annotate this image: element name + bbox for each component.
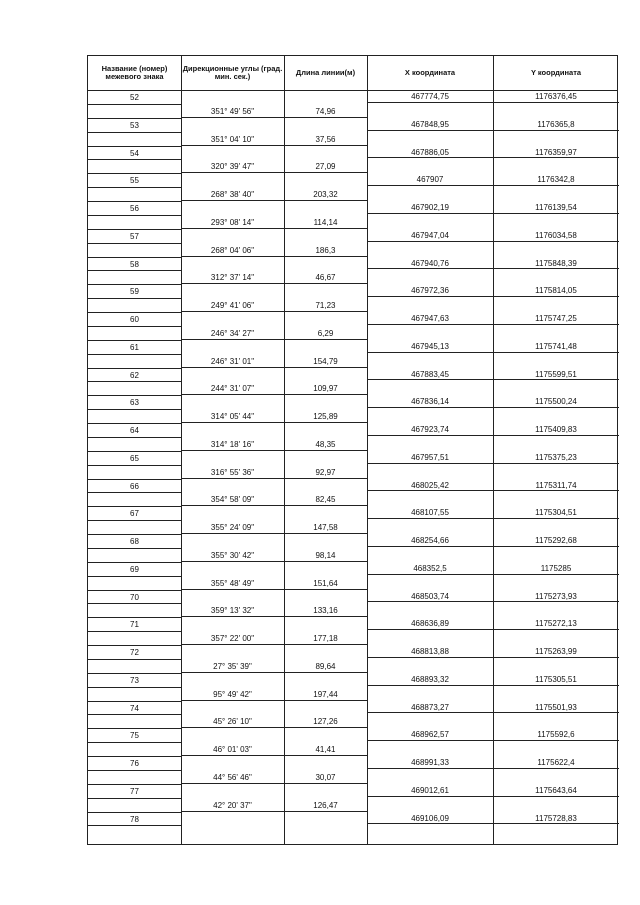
row-rule: [181, 755, 367, 756]
point-name: 59: [130, 287, 139, 297]
point-x: 467940,76: [411, 258, 449, 268]
column-divider: [367, 56, 368, 844]
point-y: 1175622,4: [537, 758, 575, 767]
row-rule: [88, 173, 181, 174]
point-name: 57: [130, 231, 139, 241]
segment-angle: 320° 39' 47": [210, 162, 255, 172]
point-name: 67: [130, 509, 139, 519]
point-y: 1175304,51: [535, 508, 577, 518]
row-rule: [88, 465, 181, 466]
segment-angle: 46° 01' 03": [213, 745, 252, 755]
row-rule: [88, 562, 181, 563]
row-rule: [367, 823, 619, 824]
header-x: X координата: [404, 67, 456, 77]
segment-angle: 268° 38' 40": [210, 190, 255, 200]
row-rule: [181, 172, 367, 173]
point-name: 66: [130, 481, 139, 491]
row-rule: [88, 590, 181, 591]
point-x: 468813,88: [411, 647, 449, 656]
point-y: 1176359,97: [535, 147, 577, 157]
segment-length: 109,97: [313, 384, 338, 394]
row-rule: [88, 728, 181, 729]
row-rule: [181, 811, 367, 812]
segment-length: 125,89: [313, 412, 338, 422]
segment-angle: 42° 20' 37": [213, 800, 252, 810]
row-rule: [367, 463, 619, 464]
row-rule: [181, 394, 367, 395]
row-rule: [88, 146, 181, 147]
point-x: 468636,89: [411, 619, 449, 629]
row-rule: [88, 534, 181, 535]
segment-angle: 44° 56' 46": [213, 772, 252, 782]
point-x: 467923,74: [411, 425, 449, 434]
row-rule: [181, 700, 367, 701]
row-rule: [88, 687, 181, 688]
row-rule: [181, 450, 367, 451]
boundary-coordinates-table: [87, 55, 618, 845]
point-y: 1176365,8: [537, 119, 575, 129]
row-rule: [88, 284, 181, 285]
point-x: 467886,05: [411, 147, 449, 157]
point-y: 1176376,45: [535, 92, 577, 101]
point-x: 467907: [416, 175, 444, 185]
row-rule: [88, 215, 181, 216]
segment-length: 203,32: [313, 190, 338, 200]
row-rule: [88, 340, 181, 341]
point-y: 1175643,64: [535, 785, 577, 795]
row-rule: [367, 740, 619, 741]
segment-length: 177,18: [313, 634, 338, 644]
row-rule: [88, 492, 181, 493]
point-name: 55: [130, 176, 139, 186]
row-rule: [367, 241, 619, 242]
segment-length: 126,47: [313, 800, 338, 810]
row-rule: [88, 104, 181, 105]
row-rule: [181, 256, 367, 257]
point-x: 469012,61: [411, 785, 449, 795]
point-y: 1176034,58: [535, 230, 577, 240]
segment-angle: 312° 37' 14": [210, 273, 255, 283]
point-x: 467947,04: [411, 230, 449, 240]
row-rule: [181, 339, 367, 340]
point-x: 468025,42: [411, 480, 449, 490]
row-rule: [88, 298, 181, 299]
row-rule: [181, 478, 367, 479]
row-rule: [88, 645, 181, 646]
segment-length: 154,79: [313, 356, 338, 366]
point-x: 468107,55: [411, 508, 449, 518]
point-name: 78: [130, 814, 139, 824]
point-y: 1175500,24: [535, 397, 577, 407]
row-rule: [88, 756, 181, 757]
segment-angle: 355° 24' 09": [210, 523, 255, 533]
row-rule: [181, 727, 367, 728]
segment-length: 147,58: [313, 523, 338, 533]
row-rule: [367, 601, 619, 602]
row-rule: [88, 270, 181, 271]
row-rule: [181, 589, 367, 590]
row-rule: [367, 185, 619, 186]
row-rule: [181, 672, 367, 673]
row-rule: [88, 257, 181, 258]
row-rule: [367, 685, 619, 686]
point-name: 52: [130, 93, 139, 102]
point-name: 77: [130, 786, 139, 796]
row-rule: [88, 825, 181, 826]
row-rule: [88, 506, 181, 507]
segment-length: 82,45: [315, 495, 336, 505]
segment-length: 127,26: [313, 717, 338, 727]
row-rule: [367, 157, 619, 158]
segment-length: 74,96: [315, 106, 336, 116]
row-rule: [88, 381, 181, 382]
segment-length: 114,14: [313, 217, 338, 227]
row-rule: [88, 603, 181, 604]
point-x: 467836,14: [411, 397, 449, 407]
point-name: 70: [130, 592, 139, 602]
segment-angle: 351° 49' 56": [210, 106, 255, 116]
row-rule: [181, 145, 367, 146]
row-rule: [88, 451, 181, 452]
point-x: 467972,36: [411, 286, 449, 296]
row-rule: [88, 742, 181, 743]
row-rule: [88, 395, 181, 396]
segment-angle: 316° 55' 36": [210, 467, 255, 477]
row-rule: [88, 479, 181, 480]
point-y: 1175814,05: [535, 286, 577, 296]
segment-angle: 314° 18' 16": [210, 439, 255, 449]
segment-angle: 268° 04' 06": [210, 245, 255, 255]
point-x: 467883,45: [411, 369, 449, 379]
point-name: 56: [130, 204, 139, 213]
row-rule: [367, 796, 619, 797]
row-rule: [367, 490, 619, 491]
point-x: 468893,32: [411, 674, 449, 684]
row-rule: [88, 326, 181, 327]
segment-angle: 355° 48' 49": [210, 578, 255, 588]
header-y: Y координата: [530, 67, 582, 77]
row-rule: [181, 533, 367, 534]
row-rule: [367, 407, 619, 408]
point-y: 1175273,93: [535, 591, 577, 601]
point-y: 1175305,51: [535, 674, 577, 684]
segment-angle: 359° 13' 32": [210, 606, 255, 616]
segment-length: 92,97: [315, 467, 336, 477]
row-rule: [181, 311, 367, 312]
point-x: 468991,33: [411, 758, 449, 767]
point-x: 467902,19: [411, 203, 449, 212]
row-rule: [88, 159, 181, 160]
row-rule: [367, 629, 619, 630]
segment-length: 48,35: [315, 439, 336, 449]
point-x: 469106,09: [411, 813, 449, 823]
point-x: 468873,27: [411, 702, 449, 712]
row-rule: [367, 296, 619, 297]
segment-length: 89,64: [315, 661, 336, 671]
point-y: 1176139,54: [535, 203, 577, 212]
row-rule: [88, 770, 181, 771]
point-y: 1175501,93: [535, 702, 577, 712]
point-name: 74: [130, 703, 139, 713]
row-rule: [88, 714, 181, 715]
segment-angle: 354° 58' 09": [210, 495, 255, 505]
segment-angle: 95° 49' 42": [213, 689, 252, 699]
row-rule: [88, 243, 181, 244]
row-rule: [181, 644, 367, 645]
segment-length: 46,67: [315, 273, 336, 283]
row-rule: [181, 200, 367, 201]
header-length: Длина линии(м): [295, 67, 356, 77]
point-name: 60: [130, 315, 139, 324]
point-x: 468503,74: [411, 591, 449, 601]
row-rule: [367, 130, 619, 131]
row-rule: [88, 784, 181, 785]
point-x: 467957,51: [411, 452, 449, 462]
row-rule: [88, 437, 181, 438]
point-y: 1176342,8: [537, 175, 575, 185]
row-rule: [181, 228, 367, 229]
point-name: 64: [130, 426, 139, 435]
row-rule: [88, 798, 181, 799]
segment-angle: 246° 34' 27": [210, 328, 255, 338]
point-name: 58: [130, 259, 139, 269]
segment-length: 151,64: [313, 578, 338, 588]
row-rule: [367, 712, 619, 713]
row-rule: [367, 657, 619, 658]
row-rule: [88, 368, 181, 369]
row-rule: [181, 616, 367, 617]
point-y: 1175741,48: [535, 341, 577, 351]
row-rule: [367, 546, 619, 547]
row-rule: [181, 505, 367, 506]
segment-angle: 249° 41' 06": [210, 301, 255, 311]
row-rule: [88, 617, 181, 618]
row-rule: [88, 423, 181, 424]
row-rule: [88, 132, 181, 133]
segment-length: 133,16: [313, 606, 338, 616]
point-y: 1175375,23: [535, 452, 577, 462]
row-rule: [367, 379, 619, 380]
segment-angle: 27° 35' 39": [213, 661, 252, 671]
row-rule: [88, 409, 181, 410]
row-rule: [181, 561, 367, 562]
point-x: 467945,13: [411, 341, 449, 351]
point-name: 73: [130, 675, 139, 685]
row-rule: [367, 102, 619, 103]
row-rule: [88, 229, 181, 230]
segment-length: 71,23: [315, 301, 336, 311]
row-rule: [88, 118, 181, 119]
header-name: Название (номер) межевого знака: [101, 63, 168, 81]
segment-angle: 355° 30' 42": [210, 550, 255, 560]
point-name: 54: [130, 148, 139, 158]
header-divider: [88, 90, 617, 91]
point-name: 68: [130, 537, 139, 546]
point-y: 1175728,83: [535, 813, 577, 823]
row-rule: [88, 354, 181, 355]
row-rule: [181, 367, 367, 368]
point-y: 1175285: [540, 563, 572, 573]
segment-length: 27,09: [315, 162, 336, 172]
point-y: 1175599,51: [535, 369, 577, 379]
row-rule: [367, 518, 619, 519]
point-name: 61: [130, 342, 139, 352]
point-x: 468962,57: [411, 730, 449, 740]
row-rule: [88, 520, 181, 521]
segment-length: 6,29: [317, 328, 334, 338]
header-angles: Дирекционные углы (град. мин. сек.): [182, 63, 283, 81]
row-rule: [181, 283, 367, 284]
segment-length: 197,44: [313, 689, 338, 699]
point-y: 1175848,39: [535, 258, 577, 268]
row-rule: [181, 117, 367, 118]
point-x: 467848,95: [411, 119, 449, 129]
row-rule: [367, 768, 619, 769]
point-x: 467947,63: [411, 314, 449, 323]
point-name: 53: [130, 120, 139, 130]
segment-angle: 351° 04' 10": [210, 134, 255, 144]
row-rule: [367, 268, 619, 269]
point-y: 1175409,83: [535, 425, 577, 434]
segment-angle: 314° 05' 44": [210, 412, 255, 422]
row-rule: [88, 312, 181, 313]
row-rule: [88, 201, 181, 202]
row-rule: [88, 187, 181, 188]
point-y: 1175272,13: [535, 619, 577, 629]
point-name: 69: [130, 564, 139, 574]
point-name: 62: [130, 370, 139, 380]
segment-length: 41,41: [315, 745, 336, 755]
point-x: 468254,66: [411, 536, 449, 545]
row-rule: [367, 352, 619, 353]
segment-angle: 293° 08' 14": [210, 217, 255, 227]
point-x: 467774,75: [411, 92, 449, 101]
row-rule: [367, 574, 619, 575]
point-name: 76: [130, 759, 139, 768]
row-rule: [367, 324, 619, 325]
point-y: 1175747,25: [535, 314, 577, 323]
point-y: 1175311,74: [535, 480, 577, 490]
segment-length: 37,56: [315, 134, 336, 144]
point-y: 1175263,99: [535, 647, 577, 656]
row-rule: [88, 673, 181, 674]
point-y: 1175292,68: [535, 536, 577, 545]
point-name: 71: [130, 620, 139, 630]
row-rule: [88, 659, 181, 660]
point-name: 75: [130, 731, 139, 741]
point-name: 63: [130, 398, 139, 408]
segment-angle: 244° 31' 07": [210, 384, 255, 394]
row-rule: [367, 435, 619, 436]
row-rule: [88, 548, 181, 549]
segment-length: 30,07: [315, 772, 336, 782]
point-name: 65: [130, 453, 139, 463]
row-rule: [88, 812, 181, 813]
point-y: 1175592,6: [537, 730, 575, 740]
column-divider: [493, 56, 494, 844]
row-rule: [367, 213, 619, 214]
row-rule: [181, 422, 367, 423]
segment-length: 98,14: [315, 550, 336, 560]
row-rule: [181, 783, 367, 784]
row-rule: [88, 701, 181, 702]
row-rule: [88, 631, 181, 632]
point-x: 468352,5: [413, 563, 447, 573]
segment-length: 186,3: [315, 245, 336, 255]
segment-angle: 45° 26' 10": [213, 717, 252, 727]
segment-angle: 246° 31' 01": [210, 356, 255, 366]
segment-angle: 357° 22' 00": [210, 634, 255, 644]
row-rule: [88, 576, 181, 577]
point-name: 72: [130, 648, 139, 657]
